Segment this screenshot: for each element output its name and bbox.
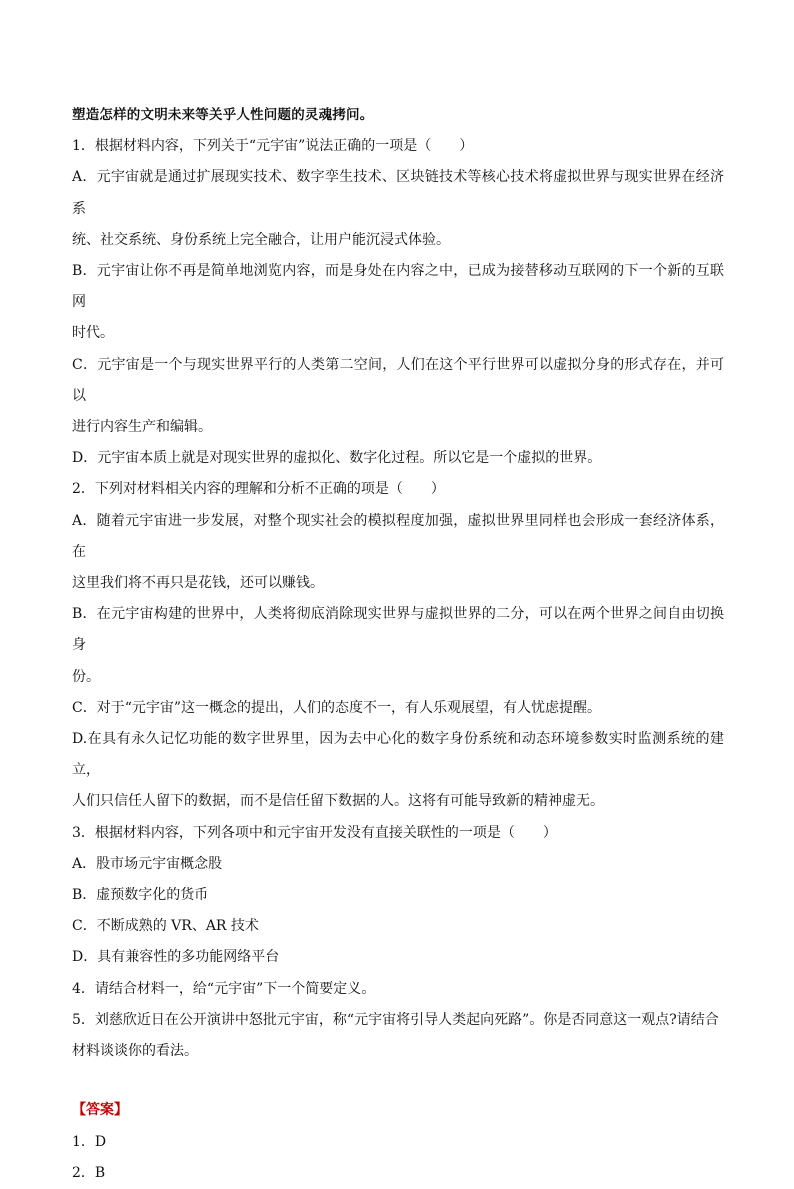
question-5-stem-line-2: 材料谈谈你的看法。 <box>72 1043 198 1060</box>
document-content <box>72 100 724 1189</box>
question-1-option-b-line-1: B．元宇宙让你不再是简单地浏览内容，而是身处在内容之中，已成为接替移动互联网的下一个新的互联网 <box>72 263 724 311</box>
question-2-stem: 2．下列对材料相关内容的理解和分析不正确的项是（ ） <box>72 481 445 498</box>
question-3-option-b: B．虚预数字化的货币 <box>72 887 209 904</box>
question-1-option-c-line-2: 进行内容生产和编辑。 <box>72 419 212 436</box>
question-1-option-b-line-2: 时代。 <box>72 325 114 342</box>
answer-2: 2．B <box>72 1164 106 1181</box>
question-3-option-a: A．股市场元宇宙概念股 <box>72 855 223 872</box>
question-1-option-a-line-2: 统、社交系统、身份系统上完全融合，让用户能沉浸式体验。 <box>72 231 450 248</box>
question-2-option-b-line-1: B．在元宇宙构建的世界中，人类将彻底消除现实世界与虚拟世界的二分，可以在两个世界之间自由切换身 <box>72 606 724 654</box>
question-3-option-c: C．不断成熟的 VR、AR 技术 <box>72 918 259 935</box>
section-spacer <box>72 1067 724 1095</box>
answer-heading: 【答案】 <box>72 1102 128 1119</box>
answer-1: 1．D <box>72 1133 107 1150</box>
question-5-stem-line-1: 5．刘慈欣近日在公开演讲中怒批元宇宙，称“元宇宙将引导人类起向死路”。你是否同意这一观点?请结合 <box>72 1011 719 1028</box>
question-3-stem: 3．根据材料内容，下列各项中和元宇宙开发没有直接关联性的一项是（ ） <box>72 824 557 841</box>
question-2-option-a-line-2: 这里我们将不再只是花钱，还可以赚钱。 <box>72 575 324 592</box>
question-1-option-a-line-1: A．元宇宙就是通过扩展现实技术、数字孪生技术、区块链技术等核心技术将虚拟世界与现实世界在经济系 <box>72 169 724 217</box>
question-3-option-d: D．具有兼容性的多功能网络平台 <box>72 949 280 966</box>
question-1-option-c-line-1: C．元宇宙是一个与现实世界平行的人类第二空间，人们在这个平行世界可以虚拟分身的形式存在，并可以 <box>72 356 724 404</box>
question-1-stem: 1．根据材料内容，下列关于“元宇宙”说法正确的一项是（ ） <box>72 138 474 155</box>
question-2-option-a-line-1: A．随着元宇宙进一步发展，对整个现实社会的模拟程度加强，虚拟世界里同样也会形成一套经济体系，在 <box>72 512 724 560</box>
question-2-option-b-line-2: 份。 <box>72 668 100 685</box>
intro-line: 塑造怎样的文明未来等关乎人性问题的灵魂拷问。 <box>72 107 374 123</box>
question-2-option-d-line-2: 人们只信任人留下的数据，而不是信任留下数据的人。这将有可能导致新的精神虚无。 <box>72 793 604 810</box>
question-1-option-d: D．元宇宙本质上就是对现实世界的虚拟化、数字化过程。所以它是一个虚拟的世界。 <box>72 450 602 467</box>
question-2-option-d-line-1: D.在具有永久记忆功能的数字世界里，因为去中心化的数字身份系统和动态环境参数实时监测系统的建立， <box>72 731 724 779</box>
question-2-option-c: C．对于“元宇宙”这一概念的提出，人们的态度不一，有人乐观展望，有人忧虑提醒。 <box>72 699 602 716</box>
question-4-stem: 4．请结合材料一，给“元宇宙”下一个简要定义。 <box>72 980 376 997</box>
